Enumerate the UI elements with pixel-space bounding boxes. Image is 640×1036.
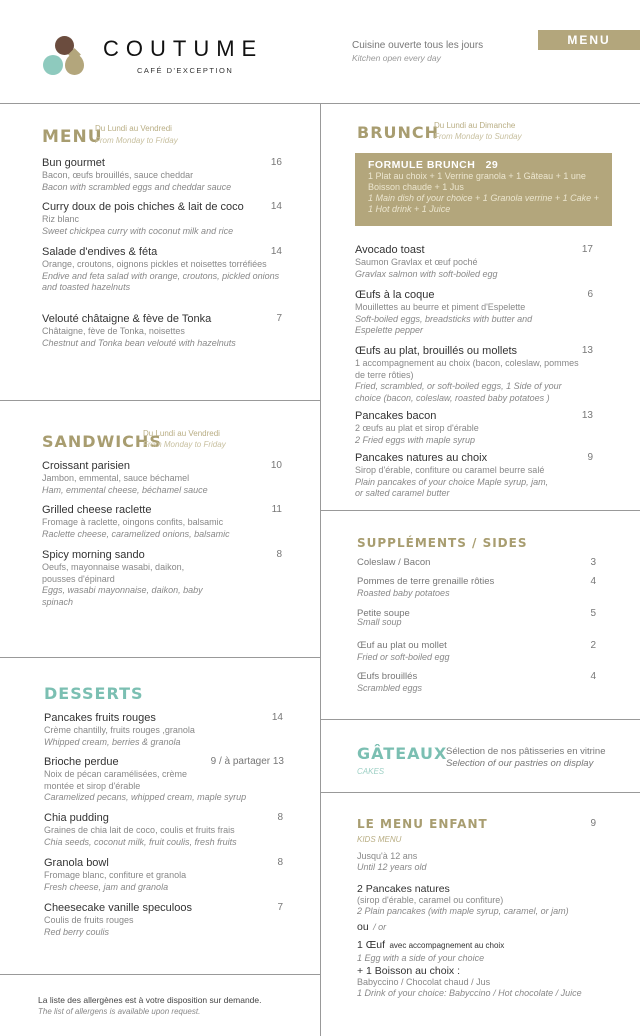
menu-item: Curry doux de pois chiches & lait de coco Riz blanc Sweet chickpea curry with coconut milk and rice [42, 201, 244, 236]
menu-item: Croissant parisien Jambon, emmental, sauce béchamel Ham, emmental cheese, béchamel sauce [42, 460, 208, 495]
days-en: From Monday to Friday [143, 440, 226, 449]
price: 8 [277, 857, 283, 868]
side-item: Œuf au plat ou mollet Fried or soft-boiled egg [357, 640, 450, 662]
divider [0, 400, 320, 401]
price: 2 [590, 640, 596, 651]
menu-item: Grilled cheese raclette Fromage à raclette, oingons confits, balsamic Raclette cheese, caramelized onions, balsamic [42, 504, 230, 539]
column-divider [320, 103, 321, 1036]
gold-drop-icon [65, 54, 84, 75]
menu-item: Salade d'endives & féta Orange, croutons, oignons pickles et noisettes torréfiées Endive and feta salad with orange, croutons, pickled onions and toasted hazelnuts [42, 246, 280, 292]
days-fr: Du Lundi au Vendredi [95, 124, 172, 133]
kids-age: Jusqu'à 12 ans Until 12 years old [357, 851, 427, 872]
section-subtitle: KIDS MENU [357, 835, 402, 844]
menu-item: Pancakes fruits rouges Crème chantilly, fruits rouges ,granola Whipped cream, berries & granola [44, 712, 195, 747]
gateaux-desc: Sélection de nos pâtisseries en vitrine [446, 746, 606, 757]
menu-item: Brioche perdue Noix de pécan caramélisées, crème montée et sirop d'érable Caramelized pecans, whipped cream, maple syrup [44, 756, 247, 802]
days-en: From Monday to Sunday [434, 132, 522, 141]
section-title: GÂTEAUX [357, 744, 448, 763]
price: 4 [590, 671, 596, 682]
menu-item: Œufs à la coque Mouillettes au beurre et piment d'Espelette Soft-boiled eggs, breadsticks with butter and Espelette pepper [355, 289, 533, 335]
price: 14 [270, 201, 282, 212]
menu-item: Spicy morning sando Oeufs, mayonnaise wasabi, daikon, pousses d'épinard Eggs, wasabi mayonnaise, daikon, baby spinach [42, 549, 203, 607]
price: 9 / à partager 13 [210, 756, 284, 767]
section-subtitle: CAKES [357, 767, 385, 776]
section-title: MENU [42, 127, 103, 147]
price: 10 [270, 460, 282, 471]
divider [320, 510, 640, 511]
side-item: Pommes de terre grenaille rôties Roasted baby potatoes [357, 576, 495, 598]
price: 7 [277, 902, 283, 913]
section-title: LE MENU ENFANT [357, 817, 488, 831]
price: 13 [581, 410, 593, 421]
opening-info-en: Kitchen open every day [352, 53, 441, 63]
price: 11 [271, 504, 282, 515]
menu-item: Cheesecake vanille speculoos Coulis de fruits rouges Red berry coulis [44, 902, 192, 937]
days-fr: Du Lundi au Dimanche [434, 121, 516, 130]
divider [320, 792, 640, 793]
price: 9 [587, 452, 593, 463]
side-item: Coleslaw / Bacon [357, 557, 431, 568]
price: 16 [270, 157, 282, 168]
teal-dot-icon [43, 55, 63, 75]
price: 8 [276, 549, 282, 560]
section-title: BRUNCH [357, 123, 440, 142]
brand-name: COUTUME [103, 36, 264, 61]
days-en: From Monday to Friday [95, 136, 178, 145]
allergen-notice-en: The list of allergens is available upon request. [38, 1007, 201, 1016]
section-title: SUPPLÉMENTS / SIDES [357, 536, 528, 550]
gateaux-desc-en: Selection of our pastries on display [446, 758, 594, 769]
allergen-notice: La liste des allergènes est à votre disposition sur demande. [38, 995, 262, 1005]
divider [320, 719, 640, 720]
formule-brunch-box: FORMULE BRUNCH 29 1 Plat au choix + 1 Verrine granola + 1 Gâteau + 1 une Boisson chaude + 1 Jus 1 Main dish of your choice + 1 Granola verrine + 1 Cake + 1 Hot drink + 1 Juice [355, 153, 612, 226]
price: 6 [587, 289, 593, 300]
menu-item: Bun gourmet Bacon, œufs brouillés, sauce cheddar Bacon with scrambled eggs and cheddar sauce [42, 157, 232, 192]
price: 9 [590, 818, 596, 829]
menu-item: Granola bowl Fromage blanc, confiture et granola Fresh cheese, jam and granola [44, 857, 187, 892]
price: 7 [276, 313, 282, 324]
side-item: Petite soupe Small soup [357, 608, 410, 627]
price: 13 [581, 345, 593, 356]
price: 14 [271, 712, 283, 723]
menu-item: Avocado toast Saumon Gravlax et œuf poché Gravlax salmon with soft-boiled egg [355, 244, 498, 279]
menu-item: Pancakes bacon 2 œufs au plat et sirop d'érable 2 Fried eggs with maple syrup [355, 410, 479, 445]
logo-icon [42, 35, 90, 79]
menu-item: Pancakes natures au choix Sirop d'érable, confiture ou caramel beurre salé Plain pancakes of your choice Maple syrup, jam, or salted caramel butter [355, 452, 549, 498]
menu-item: Chia pudding Graines de chia lait de coco, coulis et fruits frais Chia seeds, coconut milk, fruit coulis, fresh fruits [44, 812, 237, 847]
section-title: SANDWICHS [42, 432, 162, 451]
brand-subtitle: CAFÉ D'EXCEPTION [137, 66, 234, 75]
header [0, 0, 640, 103]
price: 4 [590, 576, 596, 587]
section-title: DESSERTS [44, 684, 144, 703]
divider [0, 657, 320, 658]
price: 3 [590, 557, 596, 568]
menu-button[interactable]: MENU [538, 30, 640, 50]
price: 14 [270, 246, 282, 257]
days-fr: Du Lundi au Vendredi [143, 429, 220, 438]
price: 8 [277, 812, 283, 823]
kids-drink: + 1 Boisson au choix : Babyccino / Chocolat chaud / Jus 1 Drink of your choice: Babyccino / Hot chocolate / Juice [357, 965, 582, 998]
menu-item: Œufs au plat, brouillés ou mollets 1 accompagnement au choix (bacon, coleslaw, pommes de terre rôties) Fried, scrambled, or soft-boiled eggs, 1 Side of your choice (bacon, coleslaw, roasted baby potatoes ) [355, 345, 579, 403]
divider [0, 974, 320, 975]
menu-item: Velouté châtaigne & fève de Tonka Châtaigne, fève de Tonka, noisettes Chestnut and Tonka bean velouté with hazelnuts [42, 313, 236, 348]
side-item: Œufs brouillés Scrambled eggs [357, 671, 423, 693]
price: 17 [581, 244, 593, 255]
opening-info: Cuisine ouverte tous les jours [352, 40, 484, 51]
kids-option-pancakes: 2 Pancakes natures (sirop d'érable, caramel ou confiture) 2 Plain pancakes (with maple syrup, caramel, or jam) ou / or 1 Œuf avec accompagnement au choix 1 Egg with a side of your choice [357, 883, 569, 963]
price: 5 [590, 608, 596, 619]
